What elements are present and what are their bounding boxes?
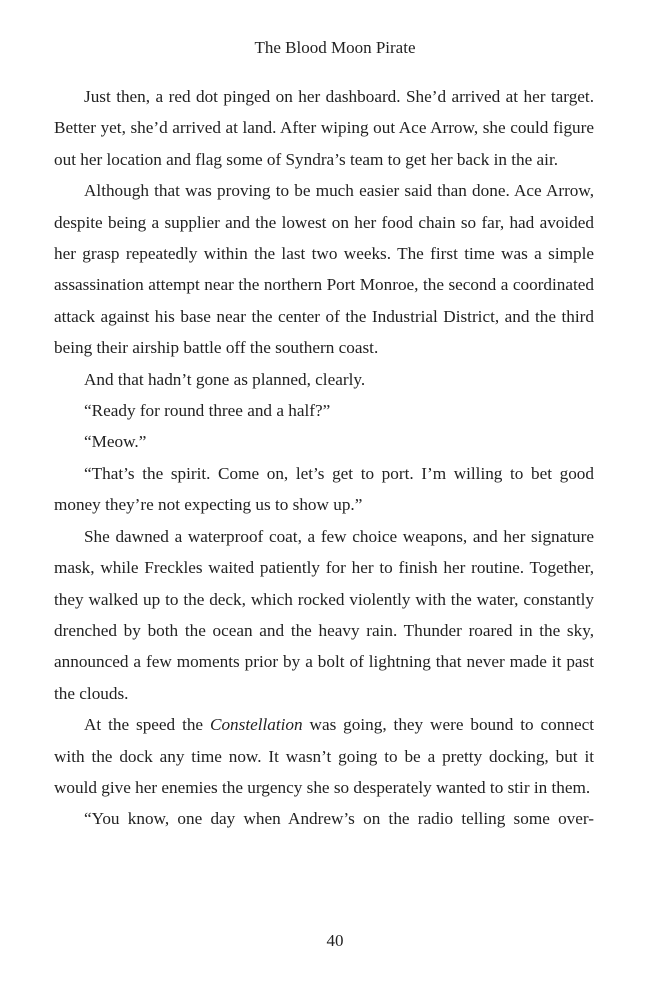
paragraph-8-start: At the speed the (84, 715, 210, 735)
paragraph-7: She dawned a waterproof coat, a few choice weapons, and her signature mask, while Freckles waited patiently for her to finish her routine. Together, they walked up to the deck, which rocked violently with the water, constantly drenched by both the ocean and the heavy rain. Thunder roared in the sky, announced a few moments prior by a bolt of lightning that never made it past the clouds. (54, 526, 594, 703)
paragraph-8 (54, 709, 594, 803)
page-number: 40 (326, 931, 344, 950)
paragraph-6: “That’s the spirit. Come on, let’s get to port. I’m willing to bet good money they’re not expecting us to show up.” (54, 463, 594, 515)
body-text (54, 81, 594, 835)
paragraph-3: And that hadn’t gone as planned, clearly. (84, 369, 366, 389)
paragraph-8-end: was going, they were bound to connect with the dock any time now. It wasn’t going to be a pretty docking, but it would give her enemies the urgency she so desperately wanted to stir in them. (54, 715, 594, 797)
paragraph-9: “You know, one day when Andrew’s on the radio telling some over- (84, 809, 594, 829)
running-head-title: The Blood Moon Pirate (254, 38, 416, 57)
paragraph-5: “Meow.” (84, 432, 147, 452)
paragraph-2: Although that was proving to be much easier said than done. Ace Arrow, despite being a supplier and the lowest on her food chain so far, had avoided her grasp repeatedly within the last two weeks. The first time was a simple assassination attempt near the northern Port Monroe, the second a coordinated attack against his base near the center of the Industrial District, and the third being their airship battle off the southern coast. (54, 181, 594, 358)
paragraph-1: Just then, a red dot pinged on her dashboard. She’d arrived at her target. Better yet, she’d arrived at land. After wiping out Ace Arrow, she could figure out her location and flag some of Syndra’s team to get her back in the air. (54, 87, 594, 169)
paragraph-4: “Ready for round three and a half?” (84, 401, 331, 421)
ship-name: Constellation (209, 715, 303, 735)
